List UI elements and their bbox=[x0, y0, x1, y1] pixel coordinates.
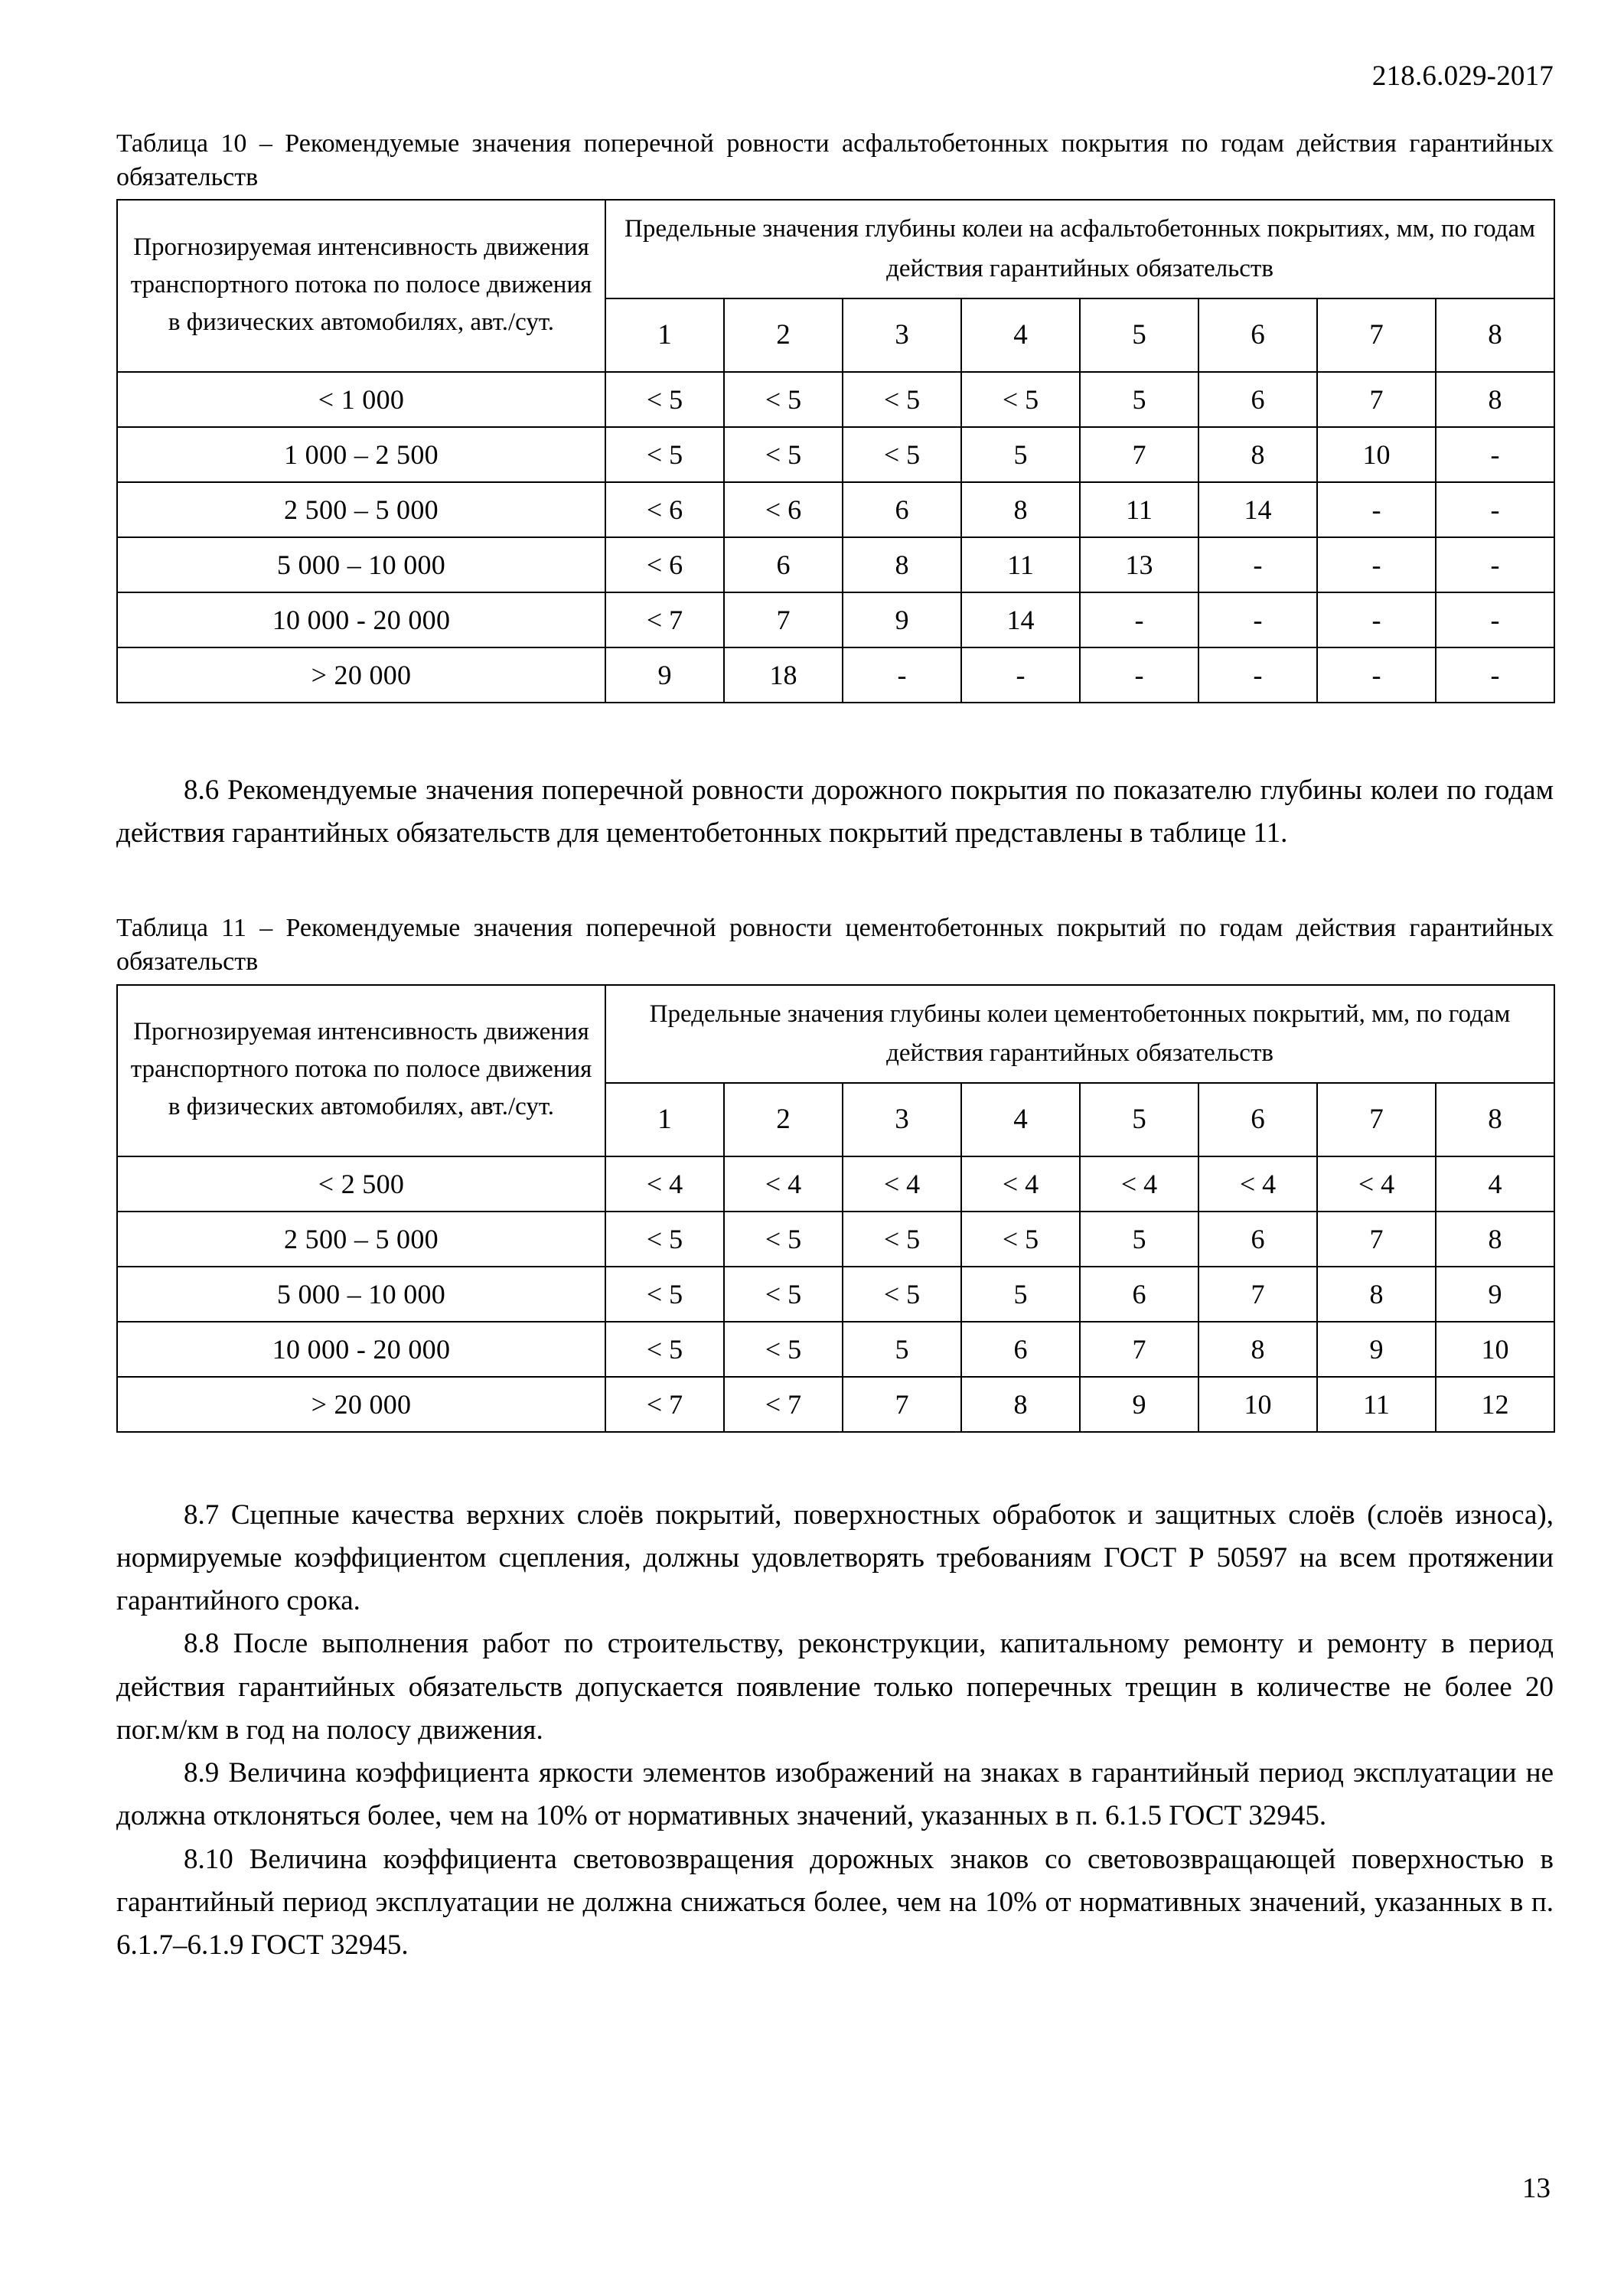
cell: 11 bbox=[961, 537, 1080, 592]
row-label: > 20 000 bbox=[117, 647, 605, 703]
paragraph-8-9: 8.9 Величина коэффициента яркости элементов изображений на знаках в гарантийный период эксплуатации не должна отклоняться более, чем на 10% от нормативных значений, указанных в п. 6.1.5 ГОСТ 32945. bbox=[116, 1757, 1554, 1832]
cell: < 5 bbox=[843, 1267, 961, 1322]
table-row bbox=[117, 1377, 1554, 1432]
spacer bbox=[116, 703, 1554, 769]
cell: < 5 bbox=[724, 1267, 843, 1322]
table-11-year-col: 5 bbox=[1080, 1083, 1198, 1156]
cell: < 5 bbox=[605, 372, 724, 427]
table-row bbox=[117, 1212, 1554, 1267]
row-label: 10 000 - 20 000 bbox=[117, 592, 605, 647]
cell: - bbox=[1080, 592, 1198, 647]
table-11 bbox=[116, 984, 1555, 1433]
table-11-caption: Таблица 11 – Рекомендуемые значения поперечной ровности цементобетонных покрытий по годам действия гарантийных обязательств bbox=[116, 914, 1554, 977]
table-10-caption: Таблица 10 – Рекомендуемые значения поперечной ровности асфальтобетонных покрытия по годам действия гарантийных обязательств bbox=[116, 129, 1554, 192]
cell: 6 bbox=[1198, 372, 1317, 427]
cell: 10 bbox=[1198, 1377, 1317, 1432]
cell: < 6 bbox=[724, 482, 843, 537]
cell: < 5 bbox=[724, 1212, 843, 1267]
table-10-year-col: 1 bbox=[605, 298, 724, 372]
paragraph-8-10: 8.10 Величина коэффициента световозвращения дорожных знаков со световозвращающей поверхностью в гарантийный период эксплуатации не должна снижаться более, чем на 10% от нормативных значений, указанных в п. 6.1.7–6.1.9 ГОСТ 32945. bbox=[116, 1843, 1554, 1962]
table-11-span-header: Предельные значения глубины колеи цементобетонных покрытий, мм, по годам действия гарантийных обязательств bbox=[605, 985, 1554, 1083]
table-row bbox=[117, 372, 1554, 427]
cell: - bbox=[1198, 592, 1317, 647]
table-11-year-col: 1 bbox=[605, 1083, 724, 1156]
cell: - bbox=[1436, 592, 1554, 647]
table-10-year-col: 7 bbox=[1317, 298, 1436, 372]
cell: 8 bbox=[1436, 1212, 1554, 1267]
cell: 5 bbox=[1080, 1212, 1198, 1267]
cell: - bbox=[843, 647, 961, 703]
cell: < 5 bbox=[605, 427, 724, 482]
row-label: 2 500 – 5 000 bbox=[117, 1212, 605, 1267]
table-11-year-col: 3 bbox=[843, 1083, 961, 1156]
paragraph-8-7: 8.7 Сцепные качества верхних слоёв покрытий, поверхностных обработок и защитных слоёв (слоёв износа), нормируемые коэффициентом сцепления, должны удовлетворять требованиям ГОСТ Р 50597 на всем протяжении гарантийного срока. bbox=[116, 1499, 1554, 1617]
cell: 14 bbox=[1198, 482, 1317, 537]
table-row bbox=[117, 1267, 1554, 1322]
table-11-year-col: 8 bbox=[1436, 1083, 1554, 1156]
cell: < 4 bbox=[1198, 1156, 1317, 1212]
cell: 18 bbox=[724, 647, 843, 703]
cell: 11 bbox=[1317, 1377, 1436, 1432]
cell: 6 bbox=[961, 1322, 1080, 1377]
table-11-year-col: 6 bbox=[1198, 1083, 1317, 1156]
cell: - bbox=[1198, 647, 1317, 703]
cell: < 5 bbox=[605, 1322, 724, 1377]
paragraph-8-6: 8.6 Рекомендуемые значения поперечной ровности дорожного покрытия по показателю глубины колеи по годам действия гарантийных обязательств для цементобетонных покрытий представлены в таблице 11. bbox=[116, 774, 1554, 849]
cell: 4 bbox=[1436, 1156, 1554, 1212]
table-10-year-col: 8 bbox=[1436, 298, 1554, 372]
cell: 10 bbox=[1317, 427, 1436, 482]
cell: < 4 bbox=[605, 1156, 724, 1212]
paragraph-8-8: 8.8 После выполнения работ по строительству, реконструкции, капитальному ремонту и ремонту в период действия гарантийных обязательств допускается появление только поперечных трещин в количестве не более 20 пог.м/км в год на полосу движения. bbox=[116, 1628, 1554, 1746]
running-head: 218.6.029-2017 bbox=[1371, 60, 1554, 92]
table-10-span-header: Предельные значения глубины колеи на асфальтобетонных покрытиях, мм, по годам действия гарантийных обязательств bbox=[605, 200, 1554, 298]
table-10-year-col: 5 bbox=[1080, 298, 1198, 372]
cell: - bbox=[1436, 537, 1554, 592]
table-11-year-col: 4 bbox=[961, 1083, 1080, 1156]
cell: 6 bbox=[1080, 1267, 1198, 1322]
cell: < 5 bbox=[961, 1212, 1080, 1267]
cell: 7 bbox=[1198, 1267, 1317, 1322]
cell: - bbox=[1436, 482, 1554, 537]
cell: 13 bbox=[1080, 537, 1198, 592]
table-10 bbox=[116, 199, 1555, 703]
cell: 9 bbox=[843, 592, 961, 647]
table-10-stub-header: Прогнозируемая интенсивность движения транспортного потока по полосе движения в физических автомобилях, авт./сут. bbox=[117, 200, 605, 371]
cell: 11 bbox=[1080, 482, 1198, 537]
cell: 14 bbox=[961, 592, 1080, 647]
table-11-stub-header: Прогнозируемая интенсивность движения транспортного потока по полосе движения в физических автомобилях, авт./сут. bbox=[117, 985, 605, 1156]
spacer bbox=[116, 855, 1554, 912]
cell: 7 bbox=[843, 1377, 961, 1432]
cell: 6 bbox=[1198, 1212, 1317, 1267]
table-10-year-col: 2 bbox=[724, 298, 843, 372]
cell: < 5 bbox=[843, 372, 961, 427]
cell: 9 bbox=[605, 647, 724, 703]
cell: < 6 bbox=[605, 482, 724, 537]
cell: 8 bbox=[1436, 372, 1554, 427]
table-11-block bbox=[116, 912, 1554, 1433]
cell: 8 bbox=[961, 482, 1080, 537]
cell: 9 bbox=[1436, 1267, 1554, 1322]
cell: < 4 bbox=[1317, 1156, 1436, 1212]
cell: 8 bbox=[961, 1377, 1080, 1432]
cell: < 4 bbox=[961, 1156, 1080, 1212]
cell: 6 bbox=[843, 482, 961, 537]
row-label: < 1 000 bbox=[117, 372, 605, 427]
cell: 7 bbox=[1080, 427, 1198, 482]
cell: 7 bbox=[1317, 372, 1436, 427]
cell: < 5 bbox=[724, 1322, 843, 1377]
cell: 8 bbox=[1198, 1322, 1317, 1377]
table-row bbox=[117, 427, 1554, 482]
cell: < 4 bbox=[843, 1156, 961, 1212]
cell: < 5 bbox=[605, 1267, 724, 1322]
cell: - bbox=[1080, 647, 1198, 703]
cell: 5 bbox=[843, 1322, 961, 1377]
table-10-year-col: 3 bbox=[843, 298, 961, 372]
spacer bbox=[116, 1433, 1554, 1494]
cell: < 5 bbox=[843, 1212, 961, 1267]
cell: 5 bbox=[1080, 372, 1198, 427]
cell: < 5 bbox=[961, 372, 1080, 427]
cell: < 7 bbox=[605, 592, 724, 647]
cell: < 6 bbox=[605, 537, 724, 592]
table-row bbox=[117, 482, 1554, 537]
cell: - bbox=[1317, 647, 1436, 703]
row-label: 5 000 – 10 000 bbox=[117, 1267, 605, 1322]
cell: < 7 bbox=[724, 1377, 843, 1432]
cell: - bbox=[1198, 537, 1317, 592]
cell: 5 bbox=[961, 1267, 1080, 1322]
page-content bbox=[116, 0, 1554, 1967]
table-row bbox=[117, 647, 1554, 703]
table-11-header-row-1 bbox=[117, 985, 1554, 1083]
cell: 7 bbox=[1317, 1212, 1436, 1267]
cell: 6 bbox=[724, 537, 843, 592]
table-11-year-col: 2 bbox=[724, 1083, 843, 1156]
cell: 9 bbox=[1080, 1377, 1198, 1432]
row-label: 2 500 – 5 000 bbox=[117, 482, 605, 537]
table-row bbox=[117, 537, 1554, 592]
cell: - bbox=[1317, 537, 1436, 592]
row-label: < 2 500 bbox=[117, 1156, 605, 1212]
cell: 12 bbox=[1436, 1377, 1554, 1432]
table-row bbox=[117, 592, 1554, 647]
cell: 8 bbox=[1317, 1267, 1436, 1322]
cell: < 4 bbox=[1080, 1156, 1198, 1212]
table-10-block bbox=[116, 0, 1554, 703]
cell: 7 bbox=[724, 592, 843, 647]
cell: 7 bbox=[1080, 1322, 1198, 1377]
cell: - bbox=[1436, 427, 1554, 482]
table-10-header-row-1 bbox=[117, 200, 1554, 298]
table-row bbox=[117, 1322, 1554, 1377]
cell: 9 bbox=[1317, 1322, 1436, 1377]
cell: < 4 bbox=[724, 1156, 843, 1212]
cell: < 7 bbox=[605, 1377, 724, 1432]
table-row bbox=[117, 1156, 1554, 1212]
table-10-year-col: 6 bbox=[1198, 298, 1317, 372]
row-label: > 20 000 bbox=[117, 1377, 605, 1432]
cell: 10 bbox=[1436, 1322, 1554, 1377]
cell: < 5 bbox=[724, 372, 843, 427]
cell: - bbox=[961, 647, 1080, 703]
row-label: 5 000 – 10 000 bbox=[117, 537, 605, 592]
cell: - bbox=[1317, 592, 1436, 647]
cell: 8 bbox=[843, 537, 961, 592]
cell: 8 bbox=[1198, 427, 1317, 482]
page-number: 13 bbox=[1522, 2173, 1551, 2204]
cell: < 5 bbox=[724, 427, 843, 482]
table-11-year-col: 7 bbox=[1317, 1083, 1436, 1156]
cell: < 5 bbox=[605, 1212, 724, 1267]
table-10-year-col: 4 bbox=[961, 298, 1080, 372]
row-label: 1 000 – 2 500 bbox=[117, 427, 605, 482]
cell: - bbox=[1317, 482, 1436, 537]
row-label: 10 000 - 20 000 bbox=[117, 1322, 605, 1377]
cell: 5 bbox=[961, 427, 1080, 482]
cell: < 5 bbox=[843, 427, 961, 482]
cell: - bbox=[1436, 647, 1554, 703]
